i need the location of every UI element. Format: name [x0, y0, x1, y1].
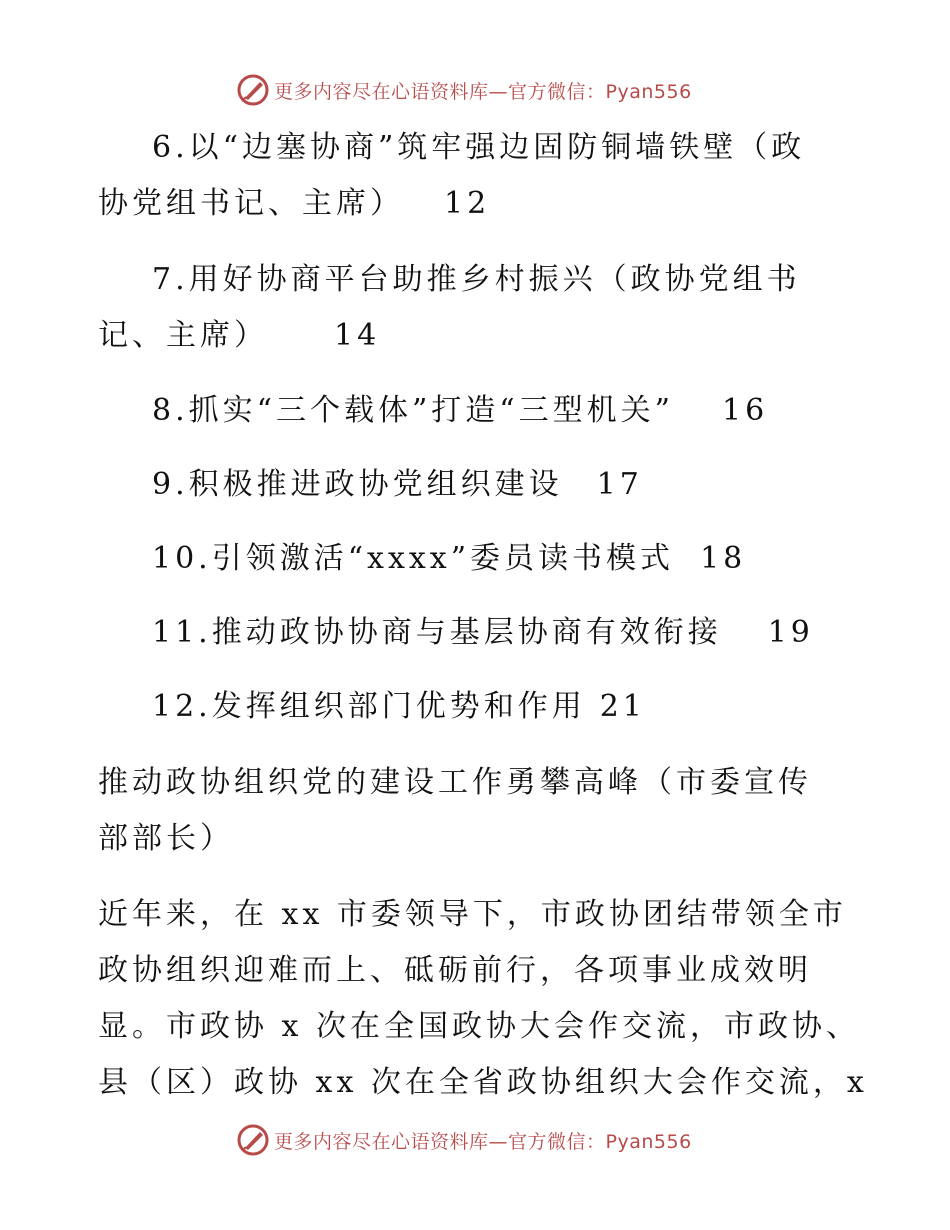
toc-item-12-page: 21: [599, 689, 646, 724]
toc-item-11-page: 19: [767, 615, 814, 650]
quill-logo-icon: [236, 1123, 270, 1157]
watermark-text: 更多内容尽在心语资料库—官方微信：Pyan556: [274, 1130, 692, 1153]
toc-item-6-title-end: 协党组书记、主席）: [98, 186, 404, 221]
toc-item-10: [152, 539, 746, 579]
article-body-line: 政协组织迎难而上、砥砺前行，各项事业成效明: [98, 953, 812, 988]
toc-item-8-page: 16: [721, 393, 769, 428]
toc-item-10-title: 10.引领激活“xxxx”委员读书模式: [152, 541, 675, 576]
article-body-line: 显。市政协 x 次在全国政协大会作交流，市政协、: [98, 1009, 860, 1044]
toc-item-11: [152, 613, 814, 653]
toc-item-8: [152, 391, 768, 431]
toc-item-7-line2: [98, 316, 380, 356]
toc-item-12-title: 12.发挥组织部门优势和作用: [152, 689, 586, 724]
article-heading-line2: 部部长）: [98, 821, 234, 856]
article-heading-line1: 推动政协组织党的建设工作勇攀高峰（市委宣传: [98, 765, 812, 800]
toc-item-6-page: 12: [444, 186, 491, 221]
footer-watermark: [236, 1122, 692, 1158]
toc-item-8-title: 8.抓实“三个载体”打造“三型机关”: [152, 393, 674, 428]
toc-item-9: [152, 465, 643, 505]
article-body-line: 近年来，在 xx 市委领导下，市政协团结带领全市: [98, 897, 847, 932]
toc-item-10-page: 18: [700, 541, 747, 576]
quill-logo-icon: [236, 73, 270, 107]
toc-item-11-title: 11.推动政协协商与基层协商有效衔接: [152, 615, 722, 650]
header-watermark: [236, 72, 692, 108]
toc-item-9-page: 17: [596, 467, 643, 502]
toc-item-9-title: 9.积极推进政协党组织建设: [152, 467, 563, 502]
toc-item-6-line1: 6.以“边塞协商”筑牢强边固防铜墙铁壁（政: [152, 130, 806, 165]
toc-item-7-title-end: 记、主席）: [98, 318, 268, 353]
watermark-text: 更多内容尽在心语资料库—官方微信：Pyan556: [274, 80, 692, 103]
toc-item-6-line2: [98, 184, 490, 224]
toc-item-7-page: 14: [334, 318, 381, 353]
article-body-line: 县（区）政协 xx 次在全省政协组织大会作交流，x: [98, 1065, 868, 1100]
toc-item-7-line1: 7.用好协商平台助推乡村振兴（政协党组书: [152, 262, 801, 297]
toc-item-12: [152, 687, 646, 727]
